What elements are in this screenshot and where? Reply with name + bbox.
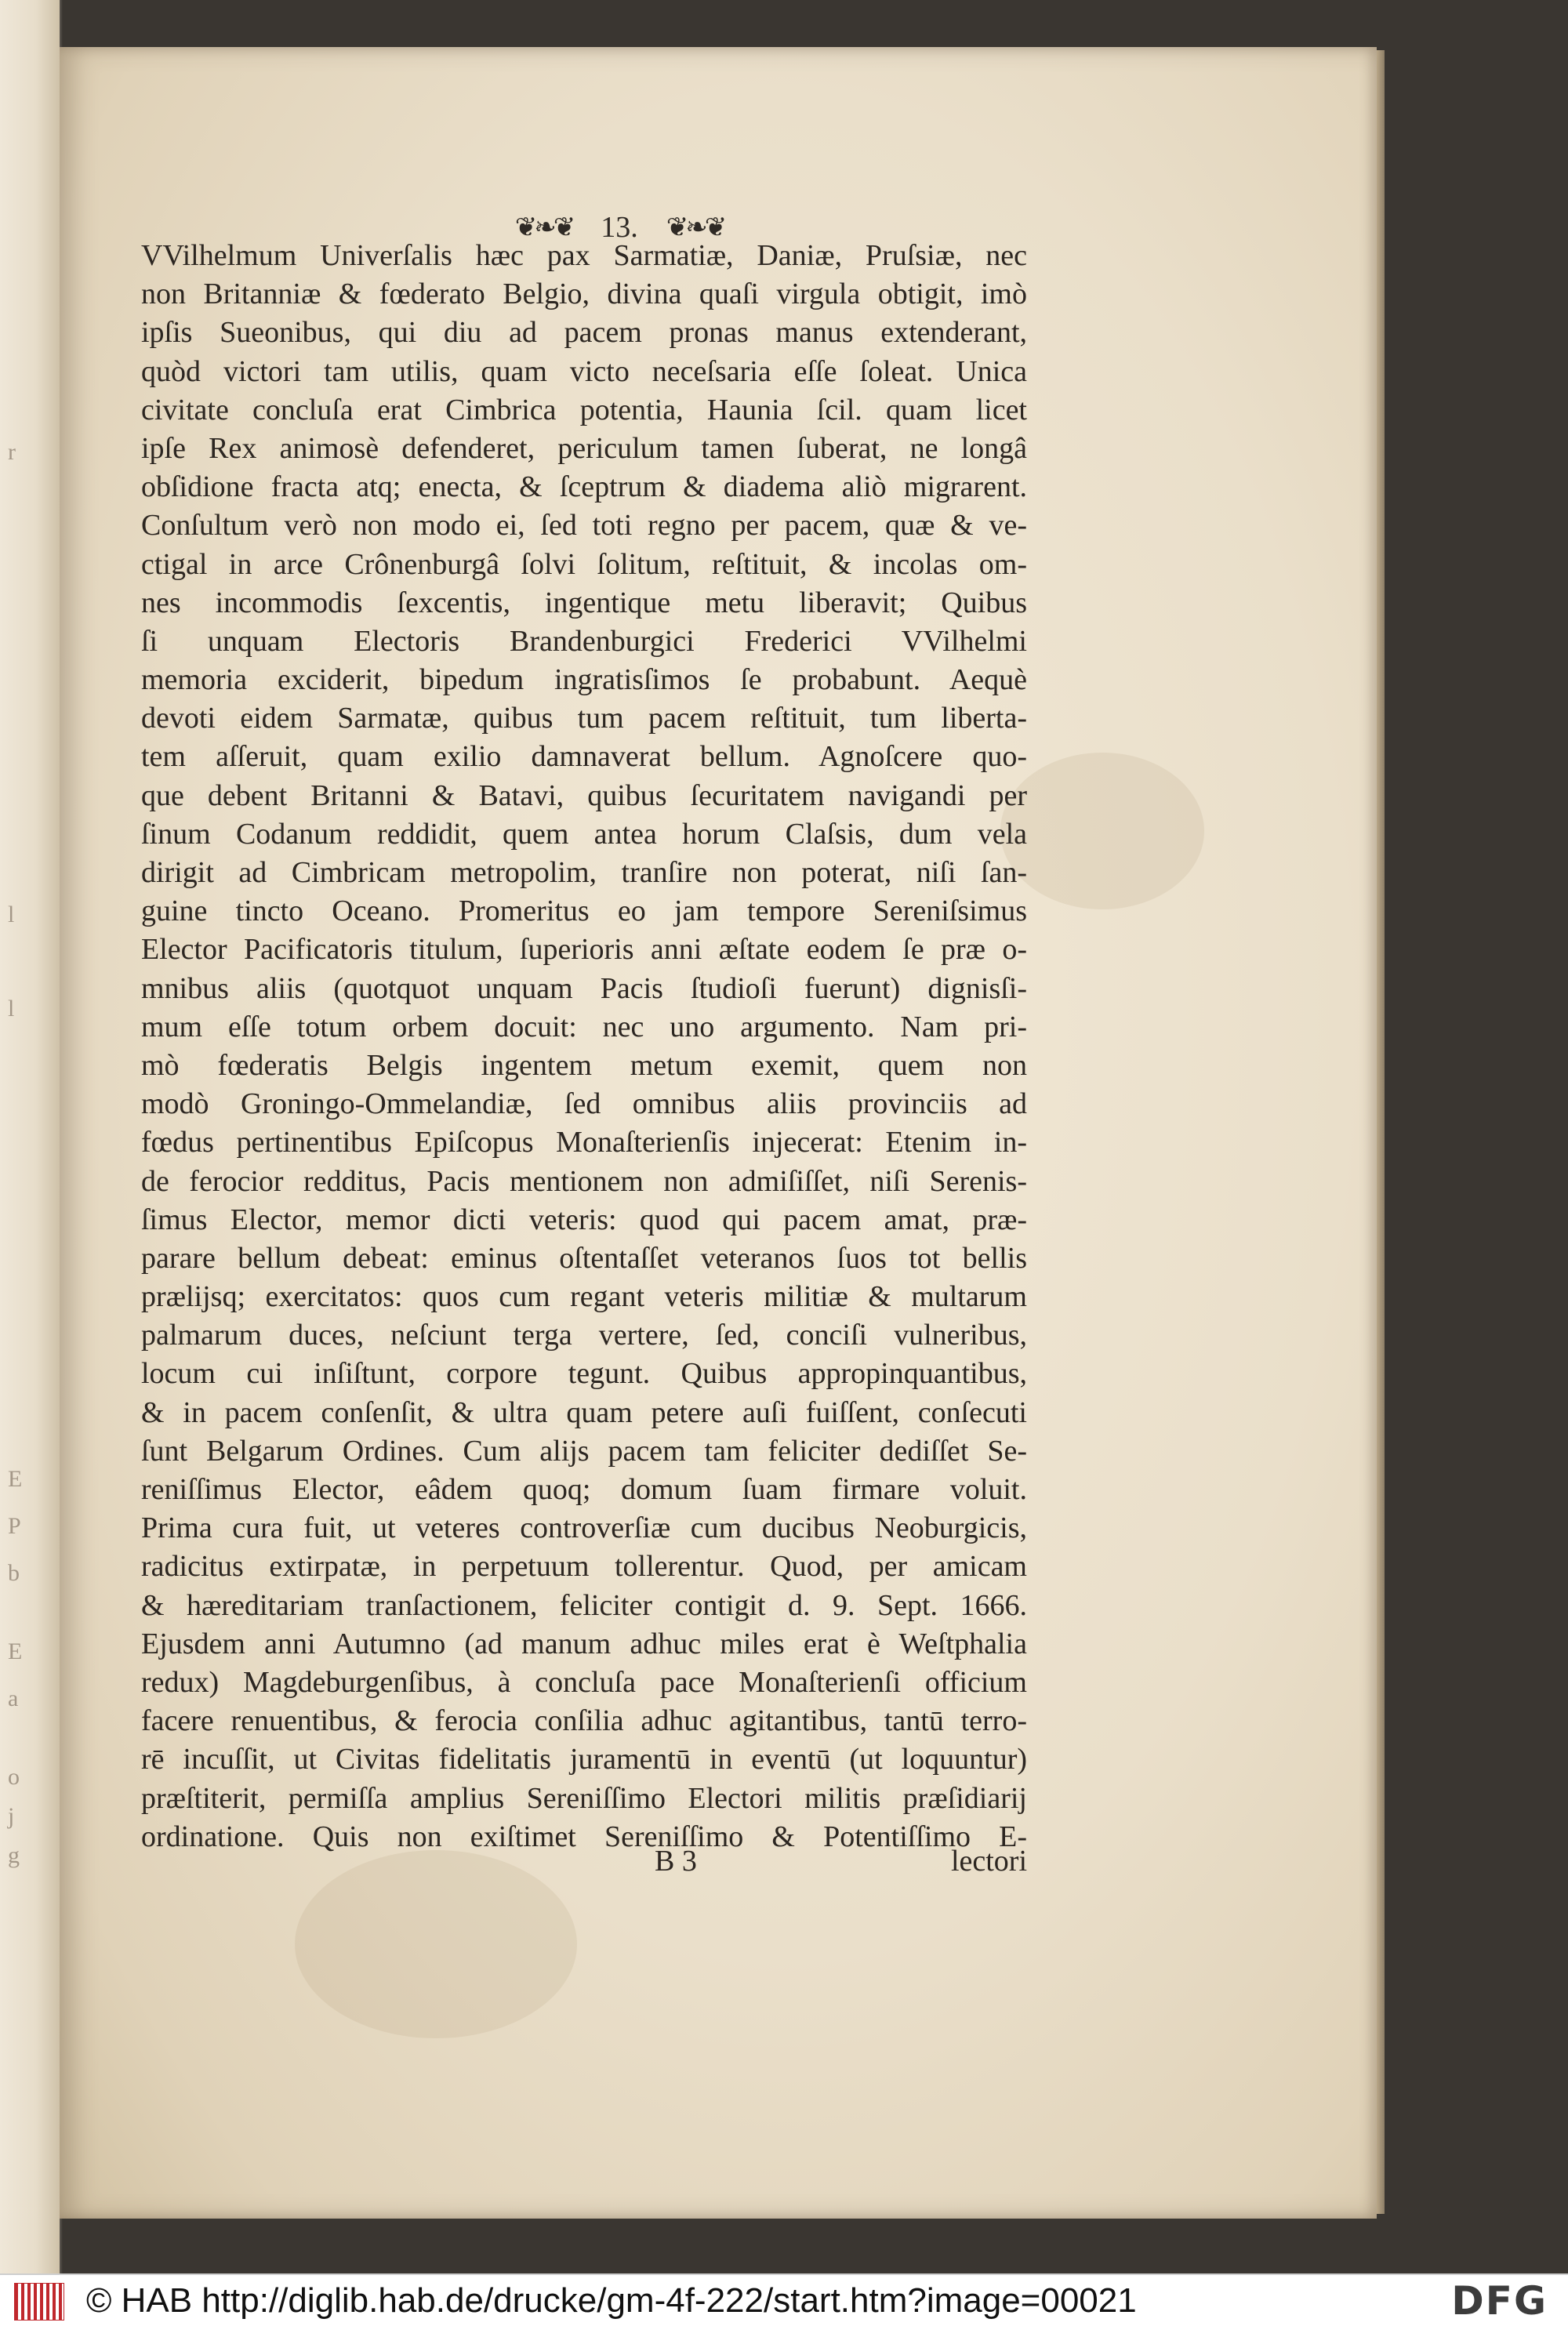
adjacent-page-fragment: b — [8, 1560, 20, 1586]
text-line: reniſſimus Elector, eâdem quoq; domum ſuam firmare voluit. — [141, 1473, 1027, 1506]
text-line: præſtiterit, permiſſa amplius Sereniſſimo Electori militis præſidiarij — [141, 1781, 1027, 1815]
text-line: modò Groningo-Ommelandiæ, ſed omnibus aliis provinciis ad — [141, 1087, 1027, 1121]
text-line: fœdus pertinentibus Epiſcopus Monaſterienſis injecerat: Etenim in- — [141, 1126, 1027, 1159]
text-line: ipſis Sueonibus, qui diu ad pacem pronas manus extenderant, — [141, 316, 1027, 350]
text-line: redux) Magdeburgenſibus, à concluſa pace Monaſterienſi officium — [141, 1665, 1027, 1699]
text-line: ſi unquam Electoris Brandenburgici Frederici VVilhelmi — [141, 624, 1027, 658]
text-line: ipſe Rex animosè defenderet, periculum tamen ſuberat, ne longâ — [141, 431, 1027, 465]
adjacent-page-fragment: a — [8, 1686, 19, 1711]
text-line: parare bellum debeat: eminus oſtentaſſet veteranos ſuos tot bellis — [141, 1241, 1027, 1275]
text-line: guine tincto Oceano. Promeritus eo jam tempore Sereniſsimus — [141, 894, 1027, 928]
text-line: ctigal in arce Crônenburgâ ſolvi ſolitum, reſtituit, & incolas om- — [141, 547, 1027, 581]
text-line: ſinum Codanum reddidit, quem antea horum Claſsis, dum vela — [141, 817, 1027, 851]
header-ornament-left: ❦❧❦ — [514, 212, 573, 243]
text-line: que debent Britanni & Batavi, quibus ſecuritatem navigandi per — [141, 778, 1027, 812]
text-line: VVilhelmum Univerſalis hæc pax Sarmatiæ, Daniæ, Pruſsiæ, nec — [141, 239, 1027, 272]
text-line: & hæreditariam tranſactionem, feliciter contigit d. 9. Sept. 1666. — [141, 1588, 1027, 1622]
attribution-bar — [0, 2273, 1568, 2326]
text-line: civitate concluſa erat Cimbrica potentia, Haunia ſcil. quam licet — [141, 393, 1027, 426]
text-line: & in pacem conſenſit, & ultra quam petere auſi fuiſſent, conſecuti — [141, 1395, 1027, 1429]
text-line: de ferocior redditus, Pacis mentionem non admiſiſſet, niſi Serenis- — [141, 1164, 1027, 1198]
adjacent-page-strip — [0, 0, 60, 2273]
text-line: nes incommodis ſexcentis, ingentique metu liberavit; Quibus — [141, 586, 1027, 619]
barcode-icon — [14, 2283, 64, 2321]
text-line: devoti eidem Sarmatæ, quibus tum pacem reſtituit, tum liberta- — [141, 702, 1027, 735]
text-line: ſunt Belgarum Ordines. Cum alijs pacem tam feliciter dediſſet Se- — [141, 1434, 1027, 1468]
text-line: obſidione fracta atq; enecta, & ſceptrum & diadema aliò migrarent. — [141, 470, 1027, 504]
text-line: ordinatione. Quis non exiſtimet Sereniſſimo & Potentiſſimo E- — [141, 1820, 1027, 1853]
adjacent-page-fragment: g — [8, 1842, 20, 1868]
signature-mark: B 3 — [655, 1845, 697, 1878]
adjacent-page-fragment: j — [8, 1803, 15, 1829]
text-line: palmarum duces, neſciunt terga vertere, ſed, conciſi vulneribus, — [141, 1319, 1027, 1352]
text-line: mum eſſe totum orbem docuit: nec uno argumento. Nam pri- — [141, 1010, 1027, 1043]
adjacent-page-fragment: l — [8, 902, 15, 927]
text-line: locum cui inſiſtunt, corpore tegunt. Quibus appropinquantibus, — [141, 1357, 1027, 1391]
text-line: rē incuſſit, ut Civitas fidelitatis juramentū in eventū (ut loquuntur) — [141, 1743, 1027, 1776]
text-line: mnibus aliis (quotquot unquam Pacis ſtudioſi fuerunt) dignisſi- — [141, 971, 1027, 1005]
text-line: dirigit ad Cimbricam metropolim, tranſire non poterat, niſi ſan- — [141, 856, 1027, 889]
adjacent-page-fragment: P — [8, 1513, 21, 1539]
catchword: lectori — [950, 1845, 1027, 1878]
text-line: non Britanniæ & fœderato Belgio, divina quaſi virgula obtigit, imò — [141, 278, 1027, 311]
adjacent-page-fragment: o — [8, 1764, 20, 1790]
text-line: memoria exciderit, bipedum ingratisſimos ſe probabunt. Aequè — [141, 663, 1027, 697]
header-ornament-right: ❦❧❦ — [666, 212, 724, 243]
text-line: radicitus extirpatæ, in perpetuum tollerentur. Quod, per amicam — [141, 1550, 1027, 1584]
text-line: facere renuentibus, & ferocia conſilia adhuc agitantibus, tantū terro- — [141, 1704, 1027, 1738]
paper-stain — [1000, 753, 1204, 909]
text-line: ſimus Elector, memor dicti veteris: quod qui pacem amat, præ- — [141, 1203, 1027, 1236]
page-number: 13. — [601, 211, 638, 244]
adjacent-page-fragment: E — [8, 1466, 23, 1492]
page-edge — [1377, 50, 1385, 2214]
dfg-logo: DFG — [1451, 2278, 1548, 2324]
page-footer — [141, 1844, 1027, 1883]
text-line: Prima cura fuit, ut veteres controverſiæ cum ducibus Neoburgicis, — [141, 1511, 1027, 1545]
adjacent-page-fragment: r — [8, 439, 16, 465]
text-line: Conſultum verò non modo ei, ſed toti regno per pacem, quæ & ve- — [141, 509, 1027, 542]
text-line: Ejusdem anni Autumno (ad manum adhuc miles erat è Weſtphalia — [141, 1627, 1027, 1660]
text-line: prælijsq; exercitatos: quos cum regant veteris militiæ & multarum — [141, 1280, 1027, 1314]
text-line: quòd victori tam utilis, quam victo neceſsaria eſſe ſoleat. Unica — [141, 354, 1027, 388]
text-line: tem aſſeruit, quam exilio damnaverat bellum. Agnoſcere quo- — [141, 740, 1027, 774]
adjacent-page-fragment: l — [8, 996, 15, 1021]
text-line: mò fœderatis Belgis ingentem metum exemit, quem non — [141, 1048, 1027, 1082]
adjacent-page-fragment: E — [8, 1638, 23, 1664]
text-line: Elector Pacificatoris titulum, ſuperioris anni æſtate eodem ſe præ o- — [141, 933, 1027, 967]
body-text — [141, 237, 1027, 1856]
copyright-link[interactable]: © HAB http://diglib.hab.de/drucke/gm-4f-222/start.htm?image=00021 — [86, 2281, 1137, 2320]
